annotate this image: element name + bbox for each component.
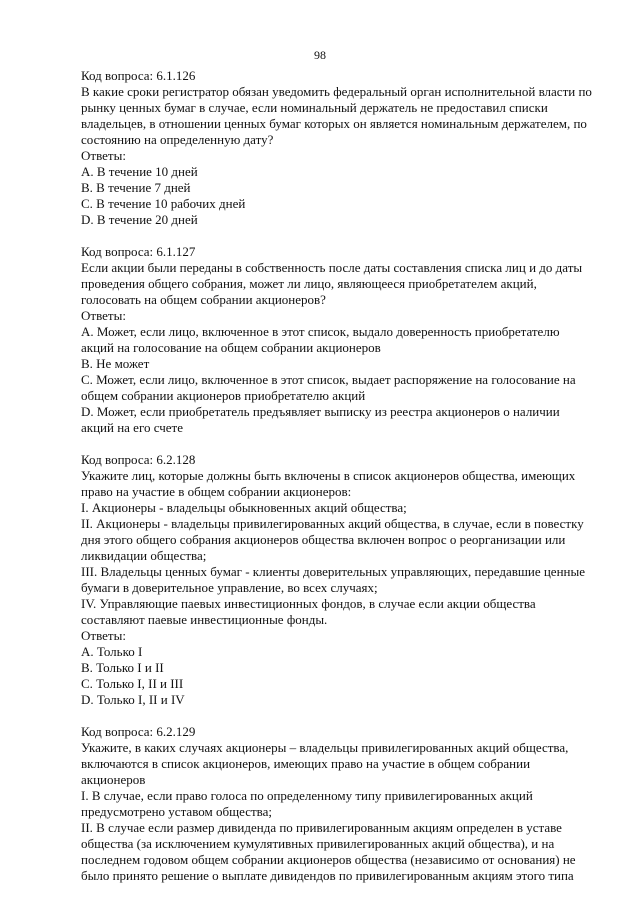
answers-label: Ответы: (81, 148, 126, 163)
answer-option-continuation: общем собрании акционеров приобретателю акций (81, 388, 366, 403)
question-text-line: было принято решение о выплате дивидендов по привилегированным акциям этого типа (81, 868, 574, 883)
answer-option-continuation: акций на голосование на общем собрании акционеров (81, 340, 381, 355)
question-text-line: II. В случае если размер дивиденда по привилегированным акциям определен в уставе (81, 820, 562, 835)
question-text-line: владельцев, в отношении ценных бумаг которых он является номинальным держателем, по (81, 116, 587, 131)
answer-option: B. Не может (81, 356, 150, 371)
question-text-line: проведения общего собрания, может ли лицо, являющееся приобретателем акций, (81, 276, 537, 291)
question-text-line: включаются в список акционеров, имеющих право на участие в общем собрании (81, 756, 531, 771)
question-text-line: дня этого общего собрания акционеров общества включен вопрос о реорганизации или (81, 532, 566, 547)
answer-option: C. Может, если лицо, включенное в этот список, выдает распоряжение на голосование на (81, 372, 576, 387)
question-text-line: Укажите лиц, которые должны быть включены в список акционеров общества, имеющих (81, 468, 576, 483)
answer-option: B. Только I и II (81, 660, 164, 675)
question-text-line: акционеров (81, 772, 146, 787)
question-code: Код вопроса: 6.1.127 (81, 244, 196, 259)
answer-option: C. Только I, II и III (81, 676, 184, 691)
question-text-line: III. Владельцы ценных бумаг - клиенты доверительных управляющих, передавшие ценные (81, 564, 585, 579)
question-text-line: II. Акционеры - владельцы привилегированных акций общества, в случае, если в повестку (81, 516, 584, 531)
questions-list (81, 68, 591, 900)
answer-option: B. В течение 7 дней (81, 180, 191, 195)
answer-option: D. В течение 20 дней (81, 212, 198, 227)
question-text-line: В какие сроки регистратор обязан уведомить федеральный орган исполнительной власти по (81, 84, 592, 99)
answer-option: A. В течение 10 дней (81, 164, 198, 179)
question-text-line: состоянию на определенную дату? (81, 132, 274, 147)
question-text-line: I. В случае, если право голоса по определенному типу привилегированных акций (81, 788, 533, 803)
question-text-line: I. Акционеры - владельцы обыкновенных акций общества; (81, 500, 407, 515)
question-text-line: составляют паевые инвестиционные фонды. (81, 612, 328, 627)
answer-option-continuation: акций на его счете (81, 420, 183, 435)
question-block (81, 68, 591, 228)
answers-label: Ответы: (81, 628, 126, 643)
question-text-line: ликвидации общества; (81, 548, 207, 563)
question-block (81, 244, 591, 436)
answer-option: D. Может, если приобретатель предъявляет выписку из реестра акционеров о наличии (81, 404, 560, 419)
question-text-line: Если акции были переданы в собственность после даты составления списка лиц и до даты (81, 260, 583, 275)
answer-option: A. Может, если лицо, включенное в этот список, выдало доверенность приобретателю (81, 324, 560, 339)
question-text-line: рынку ценных бумаг в случае, если номинальный держатель не предоставил списки (81, 100, 548, 115)
answer-option: D. Только I, II и IV (81, 692, 185, 707)
question-text-line: IV. Управляющие паевых инвестиционных фондов, в случае если акции общества (81, 596, 536, 611)
question-block (81, 452, 591, 708)
question-text-line: право на участие в общем собрании акционеров: (81, 484, 352, 499)
question-block (81, 724, 591, 884)
page-number: 98 (314, 48, 326, 62)
answer-option: C. В течение 10 рабочих дней (81, 196, 246, 211)
question-code: Код вопроса: 6.1.126 (81, 68, 196, 83)
question-code: Код вопроса: 6.2.129 (81, 724, 196, 739)
question-text-line: Укажите, в каких случаях акционеры – владельцы привилегированных акций общества, (81, 740, 569, 755)
question-text-line: последнем годовом общем собрании акционеров общества (независимо от основания) не (81, 852, 576, 867)
question-text-line: голосовать на общем собрании акционеров? (81, 292, 326, 307)
question-text-line: бумаги в доверительное управление, во всех случаях; (81, 580, 378, 595)
answer-option: A. Только I (81, 644, 143, 659)
question-text-line: общества (за исключением кумулятивных привилегированных акций общества), и на (81, 836, 555, 851)
question-code: Код вопроса: 6.2.128 (81, 452, 196, 467)
answers-label: Ответы: (81, 308, 126, 323)
question-text-line: предусмотрено уставом общества; (81, 804, 272, 819)
